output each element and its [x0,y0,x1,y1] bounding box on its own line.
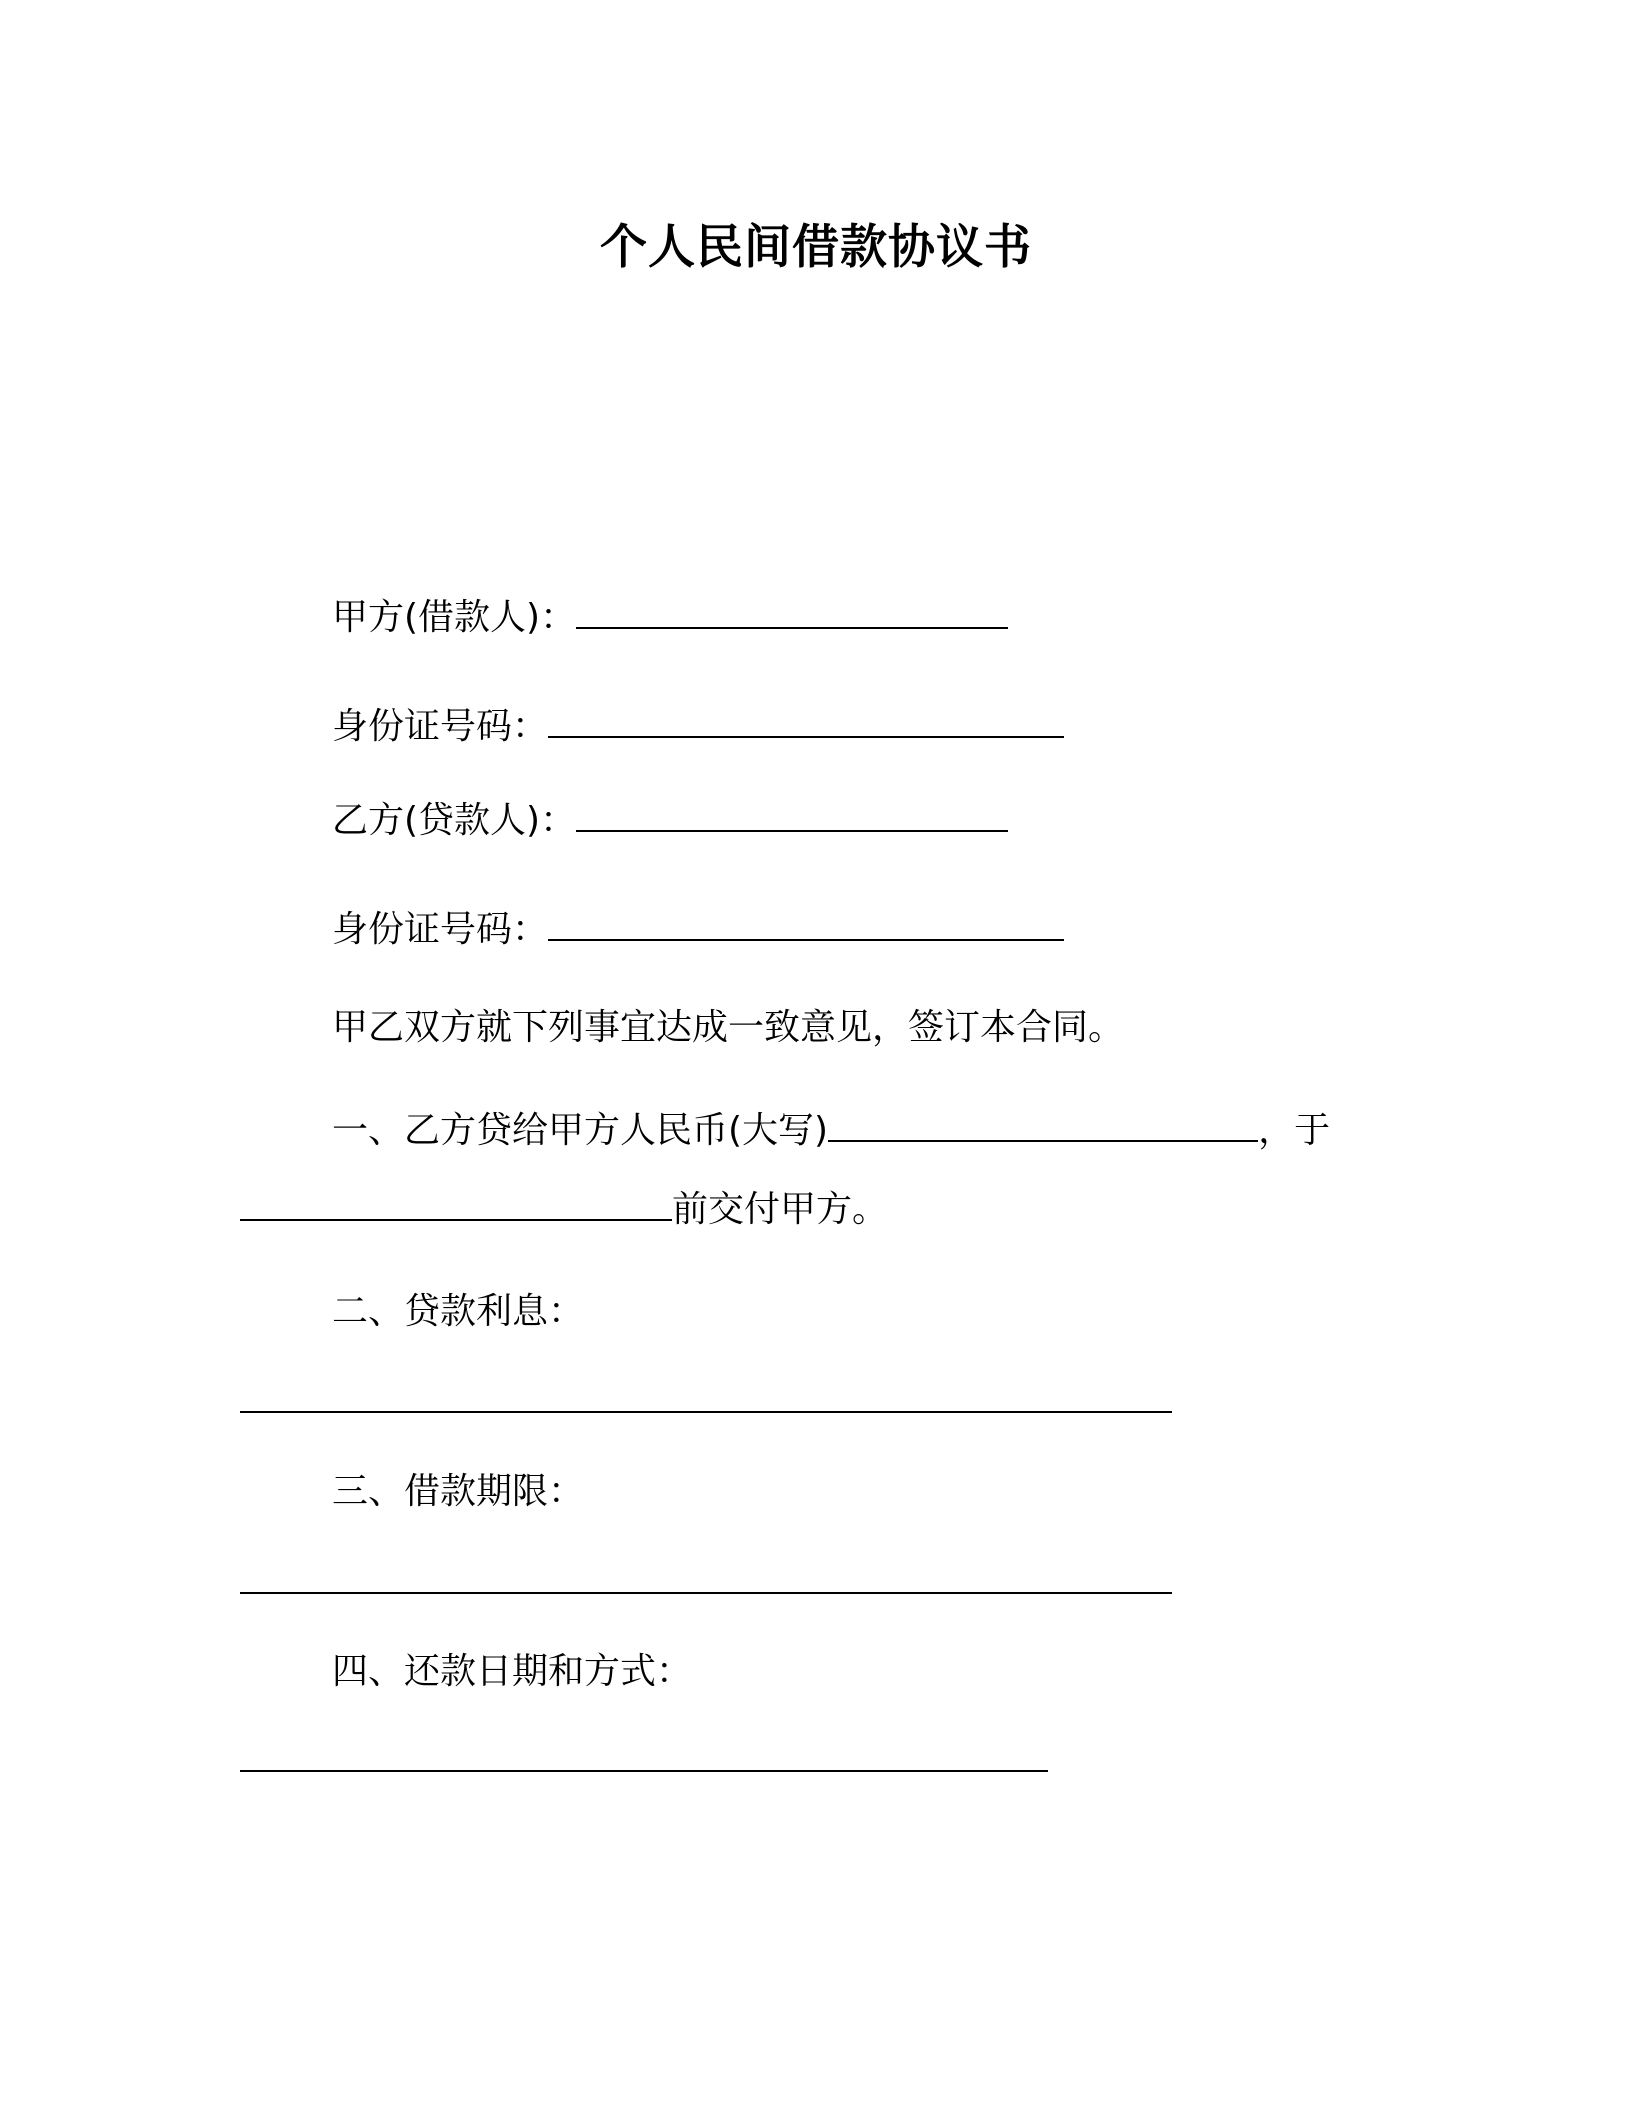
clause1-line2 [240,1186,888,1234]
party-b-name-blank [576,800,1008,832]
party-a-id-label: 身份证号码： [332,706,549,747]
clause2-blank [240,1411,1172,1413]
party-a-line [332,594,1008,642]
clause1-text-b: ，于 [1258,1110,1331,1151]
clause4-blank [240,1770,1048,1772]
clause3-heading: 三、借款期限： [332,1471,585,1512]
party-a-label: 甲方(借款人)： [332,597,577,638]
clause1-text-c: 前交付甲方。 [672,1189,889,1230]
clause4-heading: 四、还款日期和方式： [332,1651,693,1692]
clause1-date-blank [240,1189,672,1221]
clause1-amount-blank [828,1110,1258,1142]
party-b-id-blank [548,909,1064,941]
party-b-id-line [332,906,1064,954]
clause1-text-a: 一、乙方贷给甲方人民币(大写) [332,1110,829,1151]
clause3-blank [240,1592,1172,1594]
party-b-label: 乙方(贷款人)： [332,800,577,841]
party-a-id-blank [548,706,1064,738]
party-a-name-blank [576,597,1008,629]
intro-line: 甲乙双方就下列事宜达成一致意见，签订本合同。 [332,1007,1125,1048]
clause2-heading: 二、贷款利息： [332,1291,585,1332]
clause1-line1 [332,1107,1330,1155]
party-b-line [332,797,1008,845]
page-title: 个人民间借款协议书 [600,220,1032,275]
party-a-id-line [332,703,1064,751]
party-b-id-label: 身份证号码： [332,909,549,950]
